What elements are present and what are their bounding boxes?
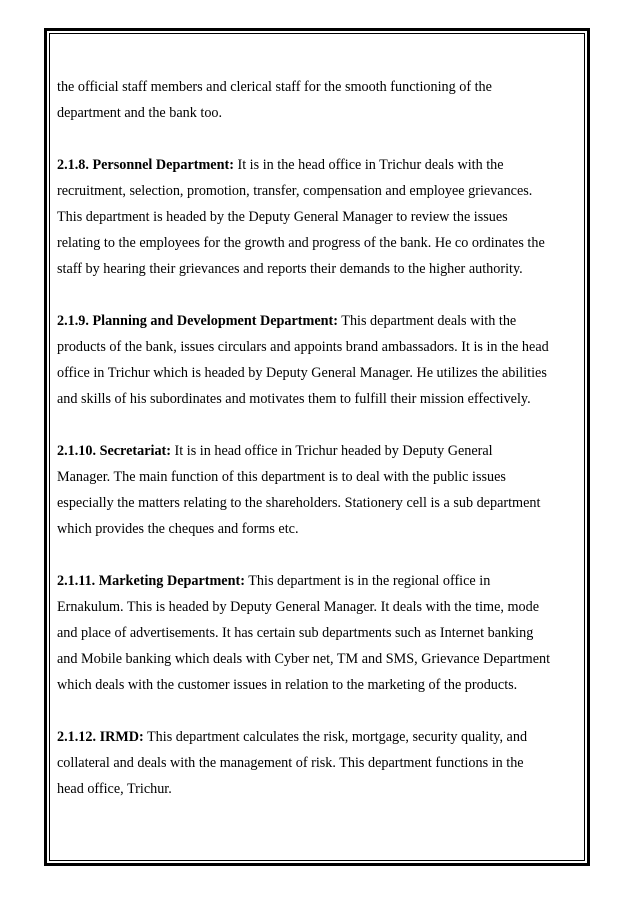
paragraph-secretariat <box>57 438 577 542</box>
text-run: This department deals with the <box>338 313 517 329</box>
text-line: especially the matters relating to the shareholders. Stationery cell is a sub department <box>57 495 541 511</box>
text-line: This department is headed by the Deputy General Manager to review the issues <box>57 209 508 225</box>
section-heading: 2.1.12. IRMD: <box>57 729 144 745</box>
text-run: It is in head office in Trichur headed by Deputy General <box>171 443 493 459</box>
text-line: which deals with the customer issues in relation to the marketing of the products. <box>57 677 518 693</box>
text-line: recruitment, selection, promotion, transfer, compensation and employee grievances. <box>57 183 533 199</box>
paragraph-continuation <box>57 74 577 126</box>
text-line: collateral and deals with the management of risk. This department functions in the <box>57 755 524 771</box>
text-line: Manager. The main function of this department is to deal with the public issues <box>57 469 506 485</box>
paragraph-personnel-department <box>57 152 577 282</box>
text-line <box>57 308 577 334</box>
text-line: staff by hearing their grievances and reports their demands to the higher authority. <box>57 261 523 277</box>
text-line: head office, Trichur. <box>57 781 172 797</box>
text-line: relating to the employees for the growth and progress of the bank. He co ordinates the <box>57 235 545 251</box>
text-line <box>57 568 577 594</box>
paragraph-planning-department <box>57 308 577 412</box>
text-line: office in Trichur which is headed by Deputy General Manager. He utilizes the abilities <box>57 365 547 381</box>
text-line <box>57 152 577 178</box>
section-heading: 2.1.8. Personnel Department: <box>57 157 234 173</box>
paragraph-irmd <box>57 724 577 802</box>
text-line: and skills of his subordinates and motivates them to fulfill their mission effectively. <box>57 391 531 407</box>
text-line: and Mobile banking which deals with Cyber net, TM and SMS, Grievance Department <box>57 651 551 667</box>
text-run: It is in the head office in Trichur deals with the <box>233 157 504 173</box>
text-line <box>57 724 577 750</box>
text-line: department and the bank too. <box>57 105 223 121</box>
text-line <box>57 438 577 464</box>
section-heading: 2.1.11. Marketing Department: <box>57 573 245 589</box>
text-line: which provides the cheques and forms etc. <box>57 521 299 537</box>
text-run: This department calculates the risk, mortgage, security quality, and <box>143 729 528 745</box>
text-line: Ernakulum. This is headed by Deputy General Manager. It deals with the time, mode <box>57 599 539 615</box>
document-body <box>57 74 577 802</box>
section-heading: 2.1.9. Planning and Development Department: <box>57 313 338 329</box>
paragraph-marketing-department <box>57 568 577 698</box>
text-line: products of the bank, issues circulars and appoints brand ambassadors. It is in the head <box>57 339 549 355</box>
text-line: and place of advertisements. It has certain sub departments such as Internet banking <box>57 625 534 641</box>
section-heading: 2.1.10. Secretariat: <box>57 443 171 459</box>
text-line: the official staff members and clerical staff for the smooth functioning of the <box>57 79 492 95</box>
text-run: This department is in the regional office in <box>244 573 491 589</box>
